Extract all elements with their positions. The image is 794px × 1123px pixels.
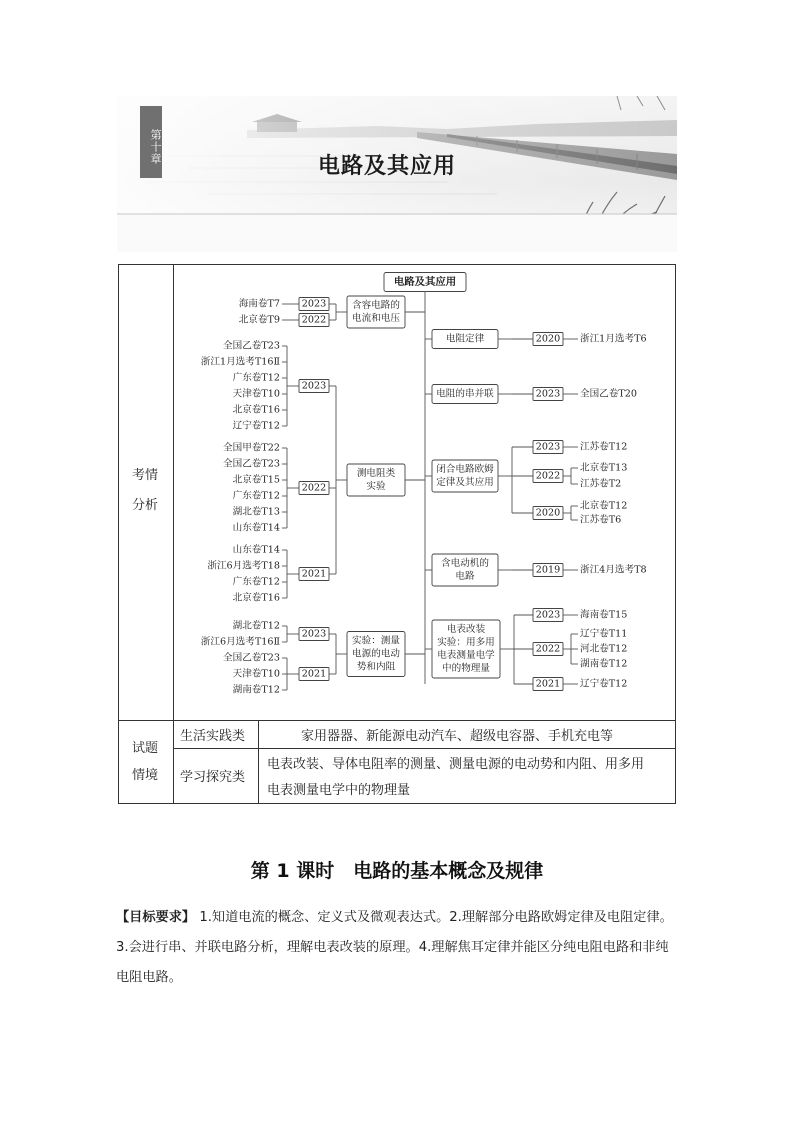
row-label-line1: 考情 — [132, 468, 159, 483]
exam-item: 海南卷T7 — [238, 298, 280, 310]
exam-item: 广东卷T12 — [232, 372, 280, 384]
row-label-line1: 试题 — [132, 741, 159, 756]
topic-node-label: 定律及其应用 — [436, 477, 494, 488]
exam-item: 浙江6月选考T16Ⅱ — [200, 636, 280, 648]
context-type: 生活实践类 — [180, 729, 246, 744]
topic-node-label: 实验：测量 — [352, 635, 400, 647]
exam-item: 辽宁卷T12 — [232, 420, 280, 432]
topic-node-label: 电阻定律 — [445, 333, 485, 345]
exam-item: 山东卷T14 — [232, 522, 280, 534]
topic-node-label: 电流和电压 — [352, 313, 400, 324]
year-label: 2020 — [535, 333, 561, 345]
exam-item: 辽宁卷T11 — [580, 628, 628, 640]
topic-node-label: 实验 — [366, 481, 386, 492]
topic-node-label: 电表改装 — [446, 624, 486, 635]
exam-item: 浙江1月选考T16Ⅱ — [200, 356, 280, 368]
context-content: 电表测量电学中的物理量 — [267, 783, 411, 798]
row-label-line2: 分析 — [132, 498, 159, 513]
exam-item: 北京卷T13 — [580, 462, 628, 474]
topic-node-label: 电源的电动 — [352, 648, 400, 660]
exam-item: 湖北卷T12 — [232, 620, 280, 632]
exam-item: 全国乙卷T23 — [223, 652, 280, 664]
topic-node-label: 含电动机的 — [441, 558, 489, 569]
goals-tag: 【目标要求】 — [116, 910, 196, 925]
exam-item: 江苏卷T12 — [580, 441, 628, 453]
topic-node-label: 测电阻类 — [356, 468, 396, 479]
row-label-line2: 情境 — [132, 768, 159, 783]
year-label: 2022 — [535, 643, 561, 655]
context-type: 学习探究类 — [180, 770, 246, 785]
exam-item: 海南卷T15 — [580, 609, 628, 621]
exam-item: 北京卷T16 — [232, 404, 280, 416]
exam-item: 浙江1月选考T6 — [580, 333, 647, 345]
topic-node-label: 含容电路的 — [352, 300, 400, 311]
year-label: 2022 — [301, 314, 327, 326]
knowledge-mindmap — [174, 264, 676, 720]
exam-item: 北京卷T9 — [238, 314, 280, 326]
exam-item: 广东卷T12 — [232, 576, 280, 588]
topic-node-label: 电路 — [455, 571, 475, 582]
context-content: 家用器器、新能源电动汽车、超级电容器、手机充电等 — [301, 729, 614, 744]
exam-item: 天津卷T10 — [232, 668, 280, 680]
exam-analysis-table — [118, 264, 676, 804]
year-label: 2023 — [301, 380, 327, 392]
context-content: 电表改装、导体电阻率的测量、测量电源的电动势和内阻、用多用 — [267, 757, 645, 772]
exam-item: 湖南卷T12 — [232, 684, 280, 696]
year-label: 2023 — [535, 388, 561, 400]
exam-item: 天津卷T10 — [232, 388, 280, 400]
year-label: 2021 — [535, 678, 561, 690]
exam-item: 湖北卷T13 — [232, 506, 280, 518]
year-label: 2021 — [301, 668, 327, 680]
year-label: 2022 — [535, 470, 561, 482]
exam-item: 全国乙卷T23 — [223, 340, 280, 352]
exam-item: 江苏卷T6 — [580, 514, 622, 526]
exam-item: 湖南卷T12 — [580, 658, 628, 670]
exam-item: 北京卷T15 — [232, 474, 280, 486]
exam-item: 全国乙卷T20 — [580, 388, 637, 400]
chapter-title: 电路及其应用 — [318, 154, 457, 179]
topic-node-label: 中的物理量 — [442, 663, 490, 674]
exam-item: 北京卷T12 — [580, 500, 628, 512]
learning-goals — [116, 903, 680, 993]
exam-item: 北京卷T16 — [232, 592, 280, 604]
year-label: 2023 — [301, 298, 327, 310]
topic-node-label: 势和内阻 — [356, 661, 396, 673]
topic-node-label: 闭合电路欧姆 — [436, 464, 494, 475]
year-label: 2023 — [535, 609, 561, 621]
year-label: 2021 — [301, 568, 327, 580]
year-label: 2022 — [301, 482, 327, 494]
root-node-label: 电路及其应用 — [393, 276, 457, 288]
exam-item: 辽宁卷T12 — [580, 678, 628, 690]
goals-text: 1.知道电流的概念、定义式及微观表达式。2.理解部分电路欧姆定律及电阻定律。3.会进行串、并联电路分析，理解电表改装的原理。4.理解焦耳定律并能区分纯电阻电路和非纯电阻电路。 — [116, 910, 673, 985]
topic-node-label: 电表测量电学 — [437, 650, 495, 661]
year-label: 2019 — [535, 564, 561, 576]
exam-item: 浙江4月选考T8 — [580, 564, 647, 576]
exam-item: 浙江6月选考T18 — [207, 560, 280, 572]
exam-item: 广东卷T12 — [232, 490, 280, 502]
exam-item: 河北卷T12 — [580, 643, 628, 655]
lesson-title: 第 1 课时 电路的基本概念及规律 — [250, 860, 544, 882]
topic-node-label: 实验：用多用 — [437, 637, 495, 648]
exam-item: 山东卷T14 — [232, 544, 280, 556]
exam-item: 全国乙卷T23 — [223, 458, 280, 470]
chapter-number-tab: 第十章 — [140, 106, 162, 178]
topic-node-label: 电阻的串并联 — [436, 388, 494, 400]
exam-item: 江苏卷T2 — [580, 478, 622, 490]
exam-item: 全国甲卷T22 — [223, 442, 280, 454]
year-label: 2020 — [535, 507, 561, 519]
year-label: 2023 — [535, 441, 561, 453]
year-label: 2023 — [301, 628, 327, 640]
